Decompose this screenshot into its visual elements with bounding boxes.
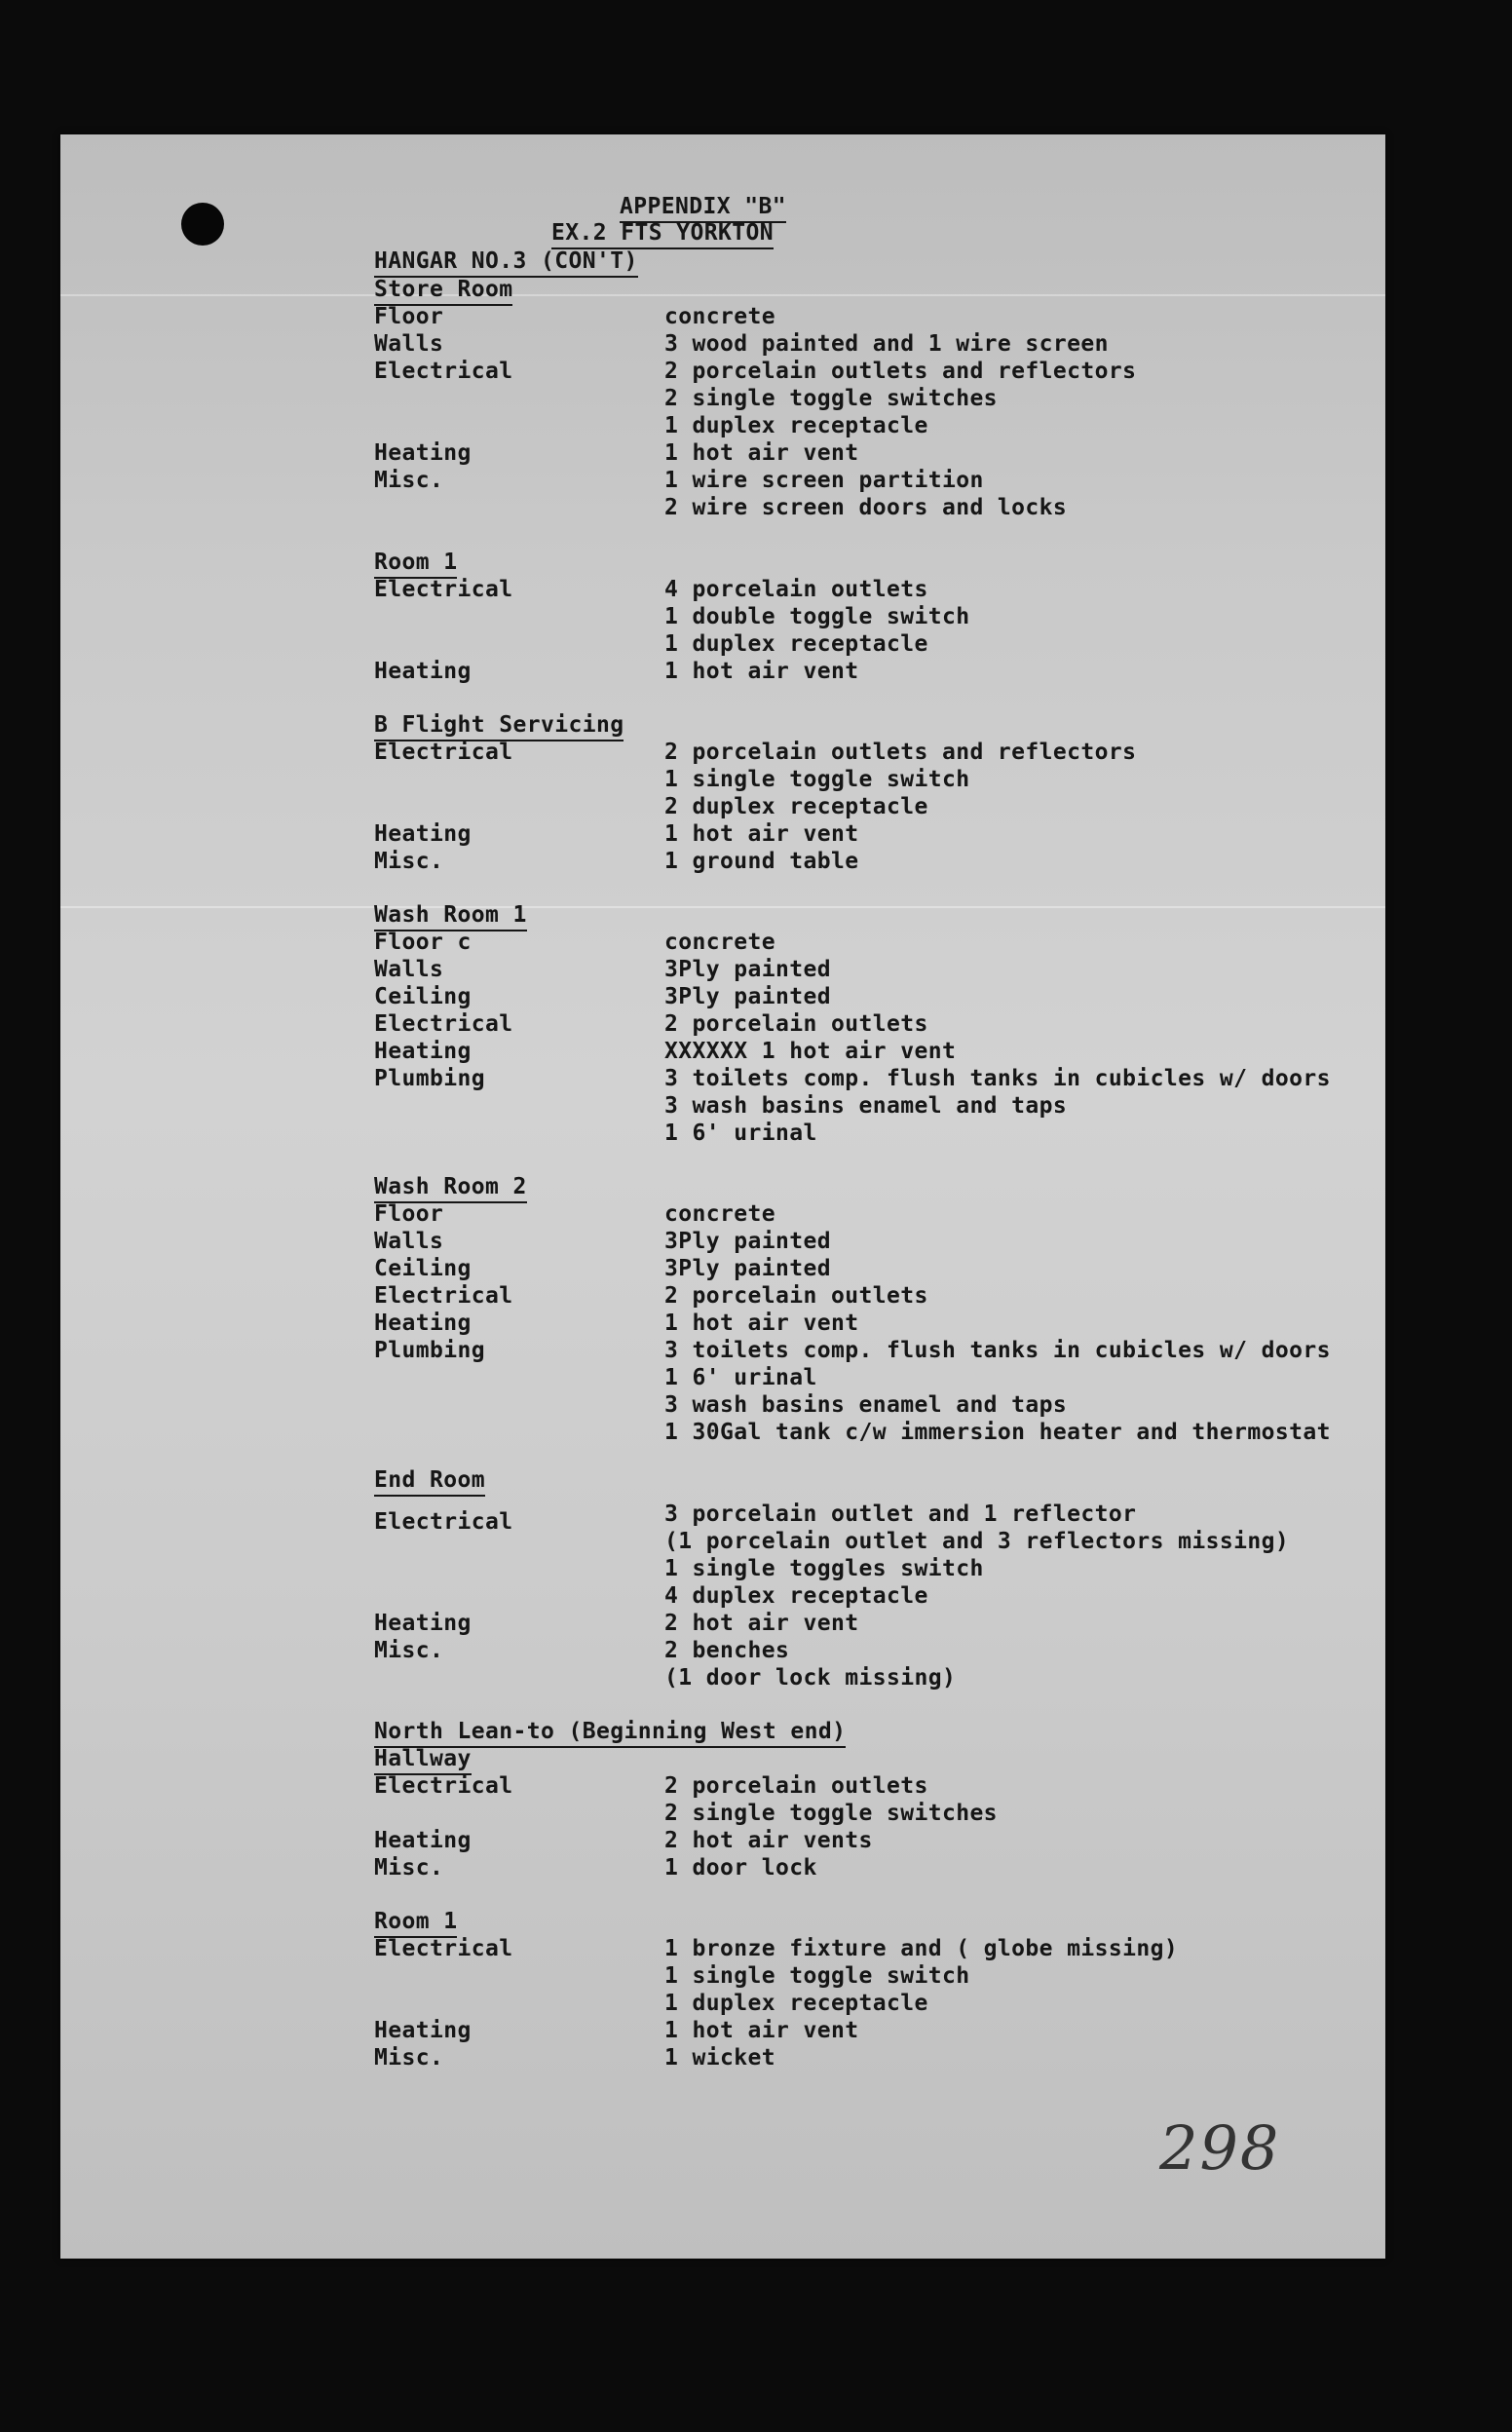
inventory-line: 2 porcelain outlets xyxy=(664,1011,928,1037)
inventory-line: 2 hot air vents xyxy=(664,1828,873,1853)
inventory-line: 1 30Gal tank c/w immersion heater and thermostat xyxy=(664,1420,1331,1445)
inventory-line: Heating xyxy=(374,659,472,684)
inventory-line: Electrical xyxy=(374,740,513,765)
page-number: 298 xyxy=(1159,2112,1281,2184)
inventory-line: 1 hot air vent xyxy=(664,821,859,847)
inventory-line: Floor xyxy=(374,1201,444,1227)
inventory-line: 1 hot air vent xyxy=(664,1311,859,1336)
inventory-line: 3 porcelain outlet and 1 reflector xyxy=(664,1501,1137,1527)
inventory-line: 2 wire screen doors and locks xyxy=(664,495,1068,520)
inventory-line: 3Ply painted xyxy=(664,984,831,1009)
fold-line xyxy=(60,294,1385,296)
inventory-line: XXXXXX 1 hot air vent xyxy=(664,1039,957,1064)
inventory-line: 1 hot air vent xyxy=(664,2018,859,2043)
inventory-line: 1 hot air vent xyxy=(664,659,859,684)
inventory-line: (1 porcelain outlet and 3 reflectors missing) xyxy=(664,1529,1290,1554)
inventory-line: 2 porcelain outlets xyxy=(664,1283,928,1309)
section-heading: End Room xyxy=(374,1466,485,1497)
inventory-line: 1 wicket xyxy=(664,2045,775,2071)
inventory-line: 3 wash basins enamel and taps xyxy=(664,1392,1068,1418)
section-heading: North Lean-to (Beginning West end) xyxy=(374,1718,846,1748)
section-heading: Hallway xyxy=(374,1745,472,1775)
section-heading: Store Room xyxy=(374,276,512,306)
hangar-heading: HANGAR NO.3 (CON'T) xyxy=(374,247,638,278)
inventory-line: concrete xyxy=(664,930,775,955)
inventory-line: 1 single toggle switch xyxy=(664,767,970,792)
inventory-line: Ceiling xyxy=(374,1256,472,1281)
inventory-line: 2 hot air vent xyxy=(664,1611,859,1636)
inventory-line: 2 porcelain outlets and reflectors xyxy=(664,359,1137,384)
inventory-line: 2 duplex receptacle xyxy=(664,794,928,819)
inventory-line: 1 duplex receptacle xyxy=(664,631,928,657)
inventory-line: Misc. xyxy=(374,1855,444,1881)
inventory-line: Misc. xyxy=(374,468,444,493)
inventory-line: concrete xyxy=(664,1201,775,1227)
inventory-line: 3 toilets comp. flush tanks in cubicles w/ doors xyxy=(664,1338,1331,1363)
inventory-line: Heating xyxy=(374,1311,472,1336)
section-heading: Room 1 xyxy=(374,549,457,579)
inventory-line: Heating xyxy=(374,1039,472,1064)
inventory-line: Heating xyxy=(374,1828,472,1853)
inventory-line: 1 ground table xyxy=(664,849,859,874)
inventory-line: 1 duplex receptacle xyxy=(664,1991,928,2016)
inventory-line: concrete xyxy=(664,304,775,329)
section-heading: Wash Room 2 xyxy=(374,1173,527,1203)
inventory-line: 2 benches xyxy=(664,1638,790,1663)
inventory-line: 3Ply painted xyxy=(664,957,831,982)
inventory-line: Walls xyxy=(374,957,444,982)
inventory-line: Heating xyxy=(374,2018,472,2043)
inventory-line: 1 hot air vent xyxy=(664,440,859,466)
inventory-line: 1 bronze fixture and ( globe missing) xyxy=(664,1936,1179,1961)
inventory-line: 2 single toggle switches xyxy=(664,1801,998,1826)
inventory-line: 1 single toggle switch xyxy=(664,1963,970,1989)
inventory-line: 1 door lock xyxy=(664,1855,817,1881)
fold-line xyxy=(60,906,1385,908)
inventory-line: 3Ply painted xyxy=(664,1229,831,1254)
inventory-line: Plumbing xyxy=(374,1338,485,1363)
document-subtitle: EX.2 FTS YORKTON xyxy=(551,219,774,249)
appendix-title: APPENDIX "B" xyxy=(620,193,786,223)
section-heading: Wash Room 1 xyxy=(374,901,527,931)
inventory-line: Electrical xyxy=(374,1773,513,1799)
inventory-line: Plumbing xyxy=(374,1066,485,1091)
inventory-line: 2 porcelain outlets and reflectors xyxy=(664,740,1137,765)
inventory-line: Misc. xyxy=(374,1638,444,1663)
inventory-line: Electrical xyxy=(374,1011,513,1037)
inventory-line: Electrical xyxy=(374,1936,513,1961)
inventory-line: Walls xyxy=(374,1229,444,1254)
inventory-line: 1 double toggle switch xyxy=(664,604,970,629)
inventory-line: 1 6' urinal xyxy=(664,1121,817,1146)
inventory-line: 1 wire screen partition xyxy=(664,468,984,493)
inventory-line: 3 toilets comp. flush tanks in cubicles w/ doors xyxy=(664,1066,1331,1091)
inventory-line: 3 wood painted and 1 wire screen xyxy=(664,331,1109,357)
inventory-line: Floor xyxy=(374,304,444,329)
inventory-line: Floor c xyxy=(374,930,472,955)
section-heading: Room 1 xyxy=(374,1908,457,1938)
punch-hole xyxy=(181,203,224,246)
inventory-line: Misc. xyxy=(374,849,444,874)
inventory-line: Electrical xyxy=(374,577,513,602)
inventory-line: Misc. xyxy=(374,2045,444,2071)
inventory-line: Heating xyxy=(374,440,472,466)
inventory-line: Electrical xyxy=(374,359,513,384)
inventory-line: 3Ply painted xyxy=(664,1256,831,1281)
inventory-line: 1 duplex receptacle xyxy=(664,413,928,438)
inventory-line: Ceiling xyxy=(374,984,472,1009)
inventory-line: Walls xyxy=(374,331,444,357)
inventory-line: Heating xyxy=(374,1611,472,1636)
inventory-line: Electrical xyxy=(374,1283,513,1309)
inventory-line: 4 porcelain outlets xyxy=(664,577,928,602)
inventory-line: Heating xyxy=(374,821,472,847)
inventory-line: 2 single toggle switches xyxy=(664,386,998,411)
inventory-line: (1 door lock missing) xyxy=(664,1665,957,1691)
inventory-line: 1 single toggles switch xyxy=(664,1556,984,1581)
inventory-line: 2 porcelain outlets xyxy=(664,1773,928,1799)
inventory-line: Electrical xyxy=(374,1509,513,1535)
inventory-line: 1 6' urinal xyxy=(664,1365,817,1390)
inventory-line: 4 duplex receptacle xyxy=(664,1583,928,1609)
inventory-line: 3 wash basins enamel and taps xyxy=(664,1093,1068,1119)
section-heading: B Flight Servicing xyxy=(374,711,624,741)
